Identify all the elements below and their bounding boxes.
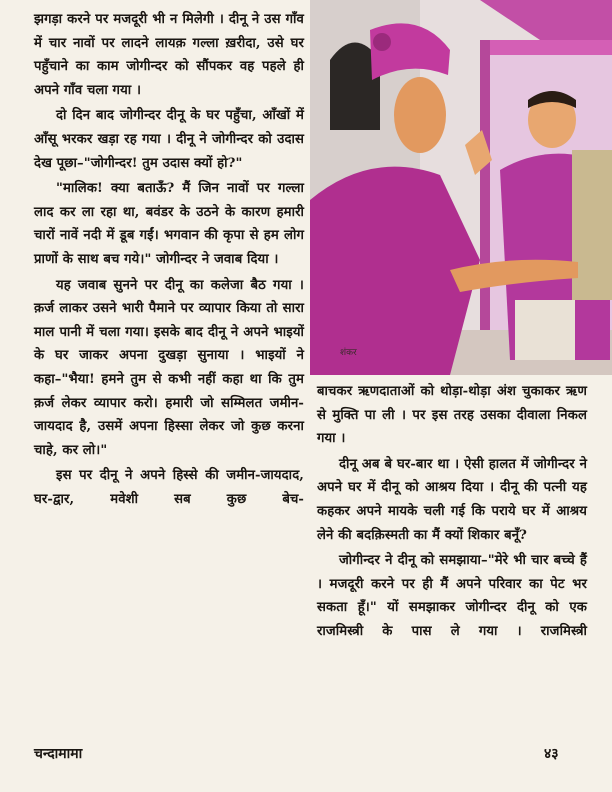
dhoti <box>515 300 575 360</box>
left-text-column <box>34 8 304 511</box>
paragraph: बाचकर ऋणदाताओं को थोड़ा-थोड़ा अंश चुकाकर ऋण से मुक्ति पा ली । पर इस तरह उसका दीवाला निकल गया । <box>317 384 587 447</box>
paragraph: इस पर दीनू ने अपने हिस्से की जमीन-जायदाद, घर-द्वार, मवेशी सब कुछ बेच- <box>34 468 304 507</box>
paragraph: दो दिन बाद जोगीन्दर दीनू के घर पहुँचा, आँखों में आँसू भरकर खड़ा रह गया । दीनू ने जोगीन्दर को उदास देख पूछा–"जोगीन्दर! तुम उदास क्यों हो?" <box>34 108 304 171</box>
turban-knot <box>373 33 391 51</box>
paragraph: दीनू अब बे घर-बार था । ऐसी हालत में जोगीन्दर ने अपने घर में दीनू को आश्रय दिया । दीनू की पत्नी यह कहकर अपने मायके चली गई कि पराये घर में आश्रय लेने की बदक़िस्मती का मैं क्यों शिकार बनूँ? <box>317 456 587 543</box>
paragraph: जोगीन्दर ने दीनू को समझाया–"मेरे भी चार बच्चे हैं । मजदूरी करने पर ही मैं अपने परिवार का पेट भर सकता हूँ।" यों समझाकर जोगीन्दर दीनू को एक राजमिस्त्री के पास ले गया । राजमिस्त्री <box>317 553 587 639</box>
jogindar-head <box>394 77 446 153</box>
illustration-drawing <box>310 0 612 375</box>
paragraph: झगड़ा करने पर मजदूरी भी न मिलेगी । दीनू ने उस गाँव में चार नावों पर लादने लायक़ गल्ला ख़रीदा, उसे घर पहुँचाने का काम जोगीन्दर को सौंपकर वह पहले ही अपने गाँव चला गया । <box>34 12 304 98</box>
paragraph: यह जवाब सुनने पर दीनू का कलेजा बैठ गया । क़र्ज लाकर उसने भारी पैमाने पर व्यापार किया तो सारा माल पानी में चला गया। इसके बाद दीनू ने अपने भाइयों के घर जाकर अपना दुखड़ा सुनाया । भाइयों ने कहा–"भैया! हमने तुम से कभी नहीं कहा था कि तुम क़र्ज लेकर व्यापार करो। हमारी जो सम्मिलत जमीन-जायदाद है, उसमें अपना हिस्सा लेकर जो कुछ करना चाहे, कर लो।" <box>34 277 304 458</box>
story-illustration <box>310 0 612 375</box>
page-number: ४३ <box>544 746 559 762</box>
lintel <box>490 40 612 55</box>
door-frame <box>480 40 490 340</box>
right-text-column <box>317 380 587 644</box>
artist-signature: शंकर <box>340 348 357 358</box>
magazine-name: चन्दामामा <box>34 746 83 762</box>
paragraph: "मालिक! क्या बताऊँ? मैं जिन नावों पर गल्ला लाद कर ला रहा था, बवंडर के उठने के कारण हमारी चारों नावें नदी में डूब गईं। भगवान की कृपा से हम लोग प्राणों के साथ बच गये।" जोगीन्दर ने जवाब दिया । <box>34 181 304 267</box>
